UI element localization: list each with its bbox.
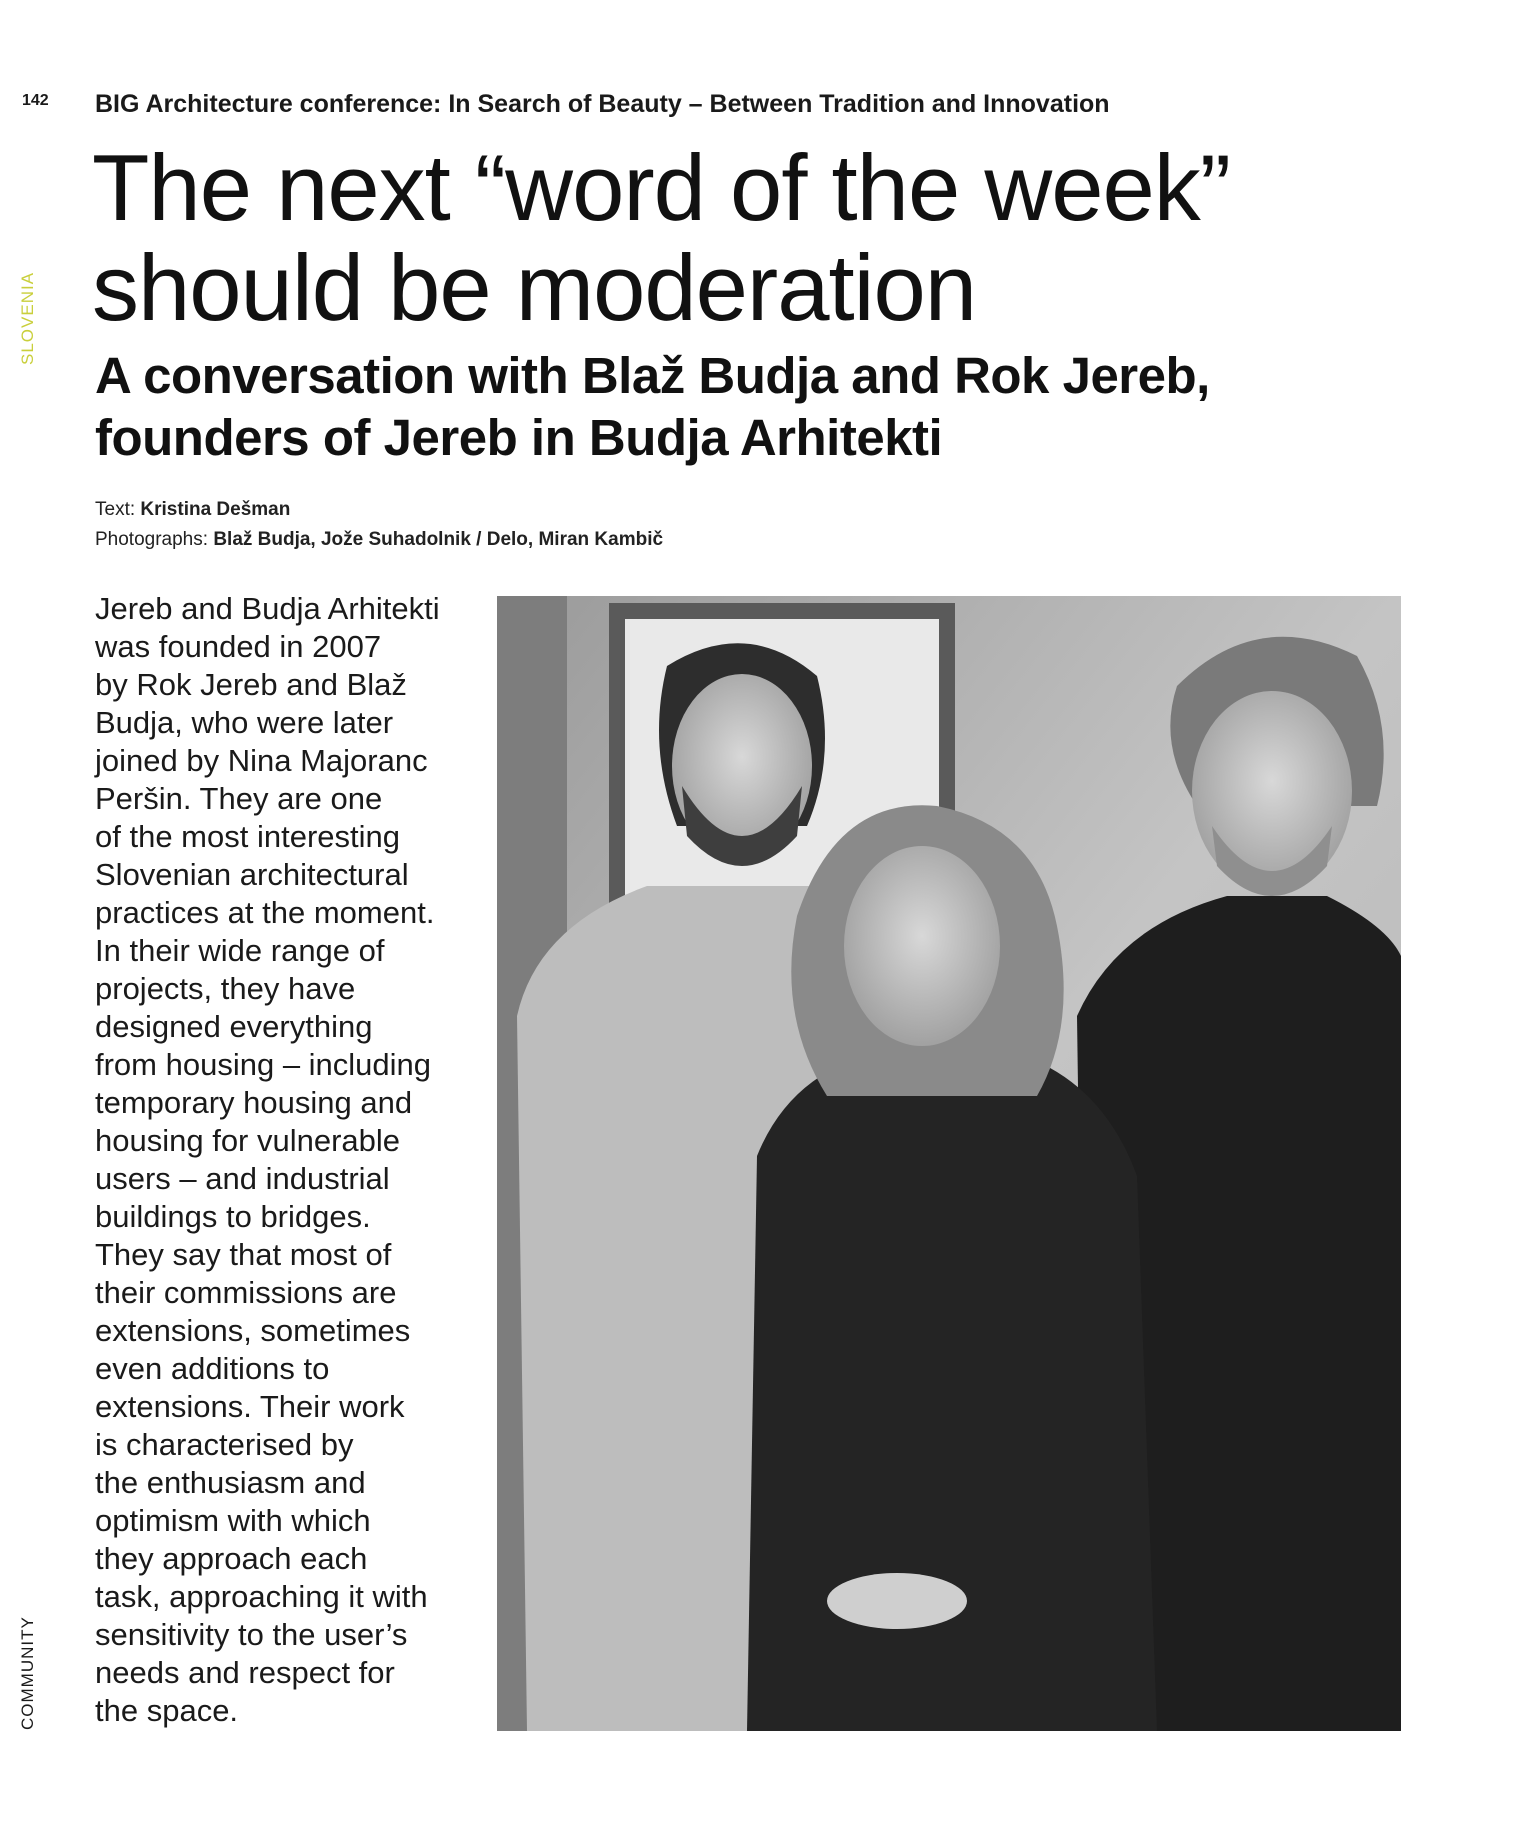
headline-line-1: The next “word of the week” xyxy=(92,135,1231,240)
body-line: Budja, who were later xyxy=(95,705,394,740)
body-line: the space. xyxy=(95,1693,239,1728)
body-line: extensions, sometimes xyxy=(95,1313,411,1348)
body-line: of the most interesting xyxy=(95,819,400,854)
subheadline-line-2: founders of Jereb in Budja Arhitekti xyxy=(95,409,943,466)
headline-line-2: should be moderation xyxy=(92,235,977,340)
body-line: was founded in 2007 xyxy=(95,629,382,664)
credit-photo-label: Photographs: xyxy=(95,529,209,550)
body-line: is characterised by xyxy=(95,1427,354,1462)
credit-photo-authors: Blaž Budja, Jože Suhadolnik / Delo, Miran Kambič xyxy=(213,529,664,550)
body-line: task, approaching it with xyxy=(95,1579,428,1614)
body-line: by Rok Jereb and Blaž xyxy=(95,667,407,702)
side-label-slovenia: SLOVENIA xyxy=(18,271,37,365)
page-number: 142 xyxy=(22,92,49,109)
body-line: from housing – including xyxy=(95,1047,432,1082)
credit-text xyxy=(95,495,663,525)
body-line: Slovenian architectural xyxy=(95,857,409,892)
subheadline-line-1: A conversation with Blaž Budja and Rok Jereb, xyxy=(95,347,1210,404)
body-line: Jereb and Budja Arhitekti xyxy=(95,591,440,626)
body-line: projects, they have xyxy=(95,971,356,1006)
running-head: BIG Architecture conference: In Search of Beauty – Between Tradition and Innovation xyxy=(95,90,1110,118)
body-line: housing for vulnerable xyxy=(95,1123,401,1158)
body-line: the enthusiasm and xyxy=(95,1465,366,1500)
portrait-photo xyxy=(497,596,1401,1731)
credit-photographs xyxy=(95,525,663,555)
body-line: They say that most of xyxy=(95,1237,392,1272)
body-line: extensions. Their work xyxy=(95,1389,405,1424)
body-line: joined by Nina Majoranc xyxy=(95,743,428,778)
body-line: optimism with which xyxy=(95,1503,371,1538)
body-line: temporary housing and xyxy=(95,1085,413,1120)
body-line: users – and industrial xyxy=(95,1161,390,1196)
side-label-community: COMMUNITY xyxy=(18,1616,37,1730)
body-line: even additions to xyxy=(95,1351,330,1386)
body-line: practices at the moment. xyxy=(95,895,435,930)
credit-text-label: Text: xyxy=(95,499,136,520)
body-line: they approach each xyxy=(95,1541,368,1576)
subheadline xyxy=(95,345,1435,469)
body-line: needs and respect for xyxy=(95,1655,395,1690)
credits xyxy=(95,495,663,555)
headline xyxy=(92,135,1472,340)
portrait-photo-illustration xyxy=(497,596,1401,1731)
credit-text-author: Kristina Dešman xyxy=(140,499,291,520)
body-line: their commissions are xyxy=(95,1275,397,1310)
body-line: In their wide range of xyxy=(95,933,385,968)
body-line: buildings to bridges. xyxy=(95,1199,371,1234)
body-line: Peršin. They are one xyxy=(95,781,383,816)
body-text xyxy=(95,590,490,1730)
body-line: sensitivity to the user’s xyxy=(95,1617,408,1652)
body-line: designed everything xyxy=(95,1009,373,1044)
